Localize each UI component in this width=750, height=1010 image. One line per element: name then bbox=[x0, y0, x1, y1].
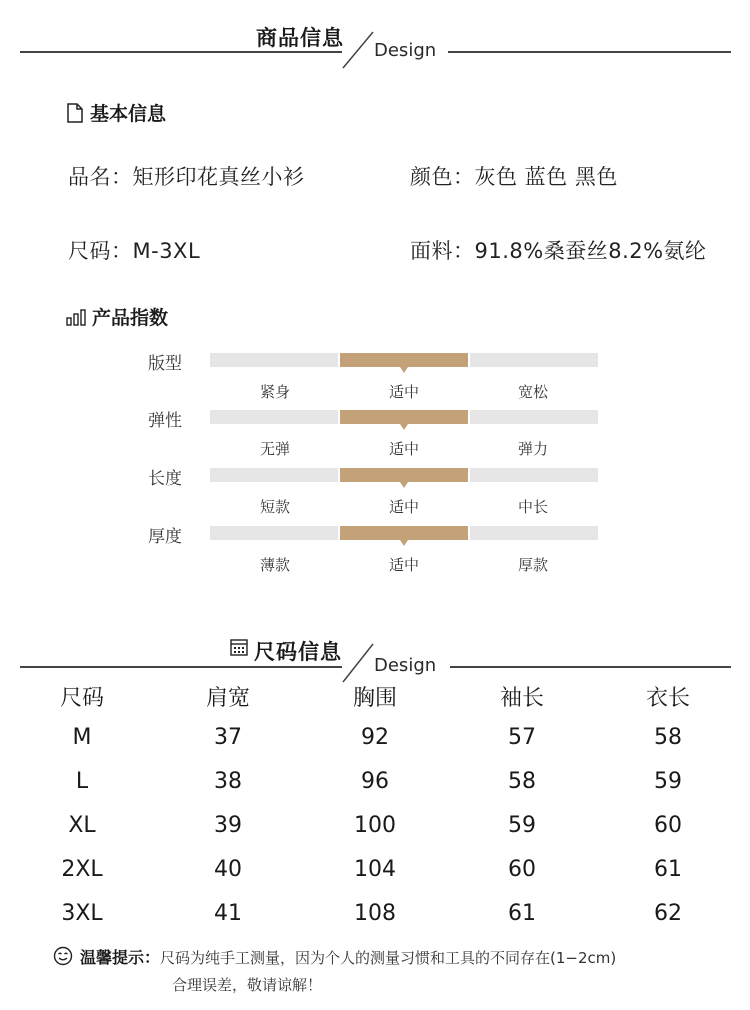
index-label: 版型 bbox=[148, 354, 182, 374]
table-cell: 104 bbox=[354, 857, 396, 882]
table-header-cell: 胸围 bbox=[352, 686, 398, 711]
table-cell: 40 bbox=[214, 857, 242, 882]
index-bar-segment bbox=[210, 526, 338, 540]
table-cell: 60 bbox=[654, 813, 682, 838]
bar-chart-icon bbox=[66, 308, 86, 326]
product-index-heading bbox=[66, 303, 168, 330]
table-cell: L bbox=[75, 769, 89, 794]
table-cell: 92 bbox=[361, 725, 389, 750]
size-rule-right bbox=[450, 666, 731, 668]
table-cell: 57 bbox=[508, 725, 536, 750]
table-cell: 60 bbox=[508, 857, 536, 882]
tip-line-1 bbox=[80, 945, 616, 968]
index-bar-segment bbox=[210, 410, 338, 424]
index-label: 长度 bbox=[148, 469, 182, 489]
index-bar-selected bbox=[340, 468, 468, 482]
header-slash bbox=[340, 30, 376, 70]
index-option: 宽松 bbox=[517, 383, 549, 401]
table-cell: M bbox=[72, 725, 92, 750]
index-bar-selected bbox=[340, 353, 468, 367]
index-option: 短款 bbox=[259, 498, 291, 516]
table-cell: 96 bbox=[361, 769, 389, 794]
index-option: 适中 bbox=[388, 383, 420, 401]
smile-icon bbox=[53, 946, 73, 966]
index-label: 厚度 bbox=[148, 527, 182, 547]
table-cell: 2XL bbox=[61, 857, 103, 882]
table-cell: 108 bbox=[354, 901, 396, 926]
section-title-size: 尺码信息 bbox=[254, 640, 342, 664]
table-cell: 3XL bbox=[61, 901, 103, 926]
index-option: 厚款 bbox=[517, 556, 549, 574]
table-cell: XL bbox=[68, 813, 96, 838]
product-index-title: 产品指数 bbox=[92, 307, 169, 329]
tip-text-1: 尺码为纯手工测量，因为个人的测量习惯和工具的不同存在(1−2cm) bbox=[160, 949, 617, 967]
table-cell: 61 bbox=[654, 857, 682, 882]
index-option: 适中 bbox=[388, 556, 420, 574]
section-title-product: 商品信息 bbox=[256, 26, 344, 50]
product-size: 尺码：M-3XL bbox=[68, 239, 201, 263]
section-design-size: Design bbox=[374, 655, 437, 676]
index-bar-segment bbox=[470, 353, 598, 367]
table-cell: 41 bbox=[214, 901, 242, 926]
index-bar-selected bbox=[340, 410, 468, 424]
table-header-cell: 肩宽 bbox=[205, 686, 251, 711]
table-header-cell: 衣长 bbox=[645, 686, 691, 711]
index-option: 薄款 bbox=[259, 556, 291, 574]
header-rule-right bbox=[448, 51, 731, 53]
index-pointer bbox=[400, 367, 408, 373]
index-option: 适中 bbox=[388, 498, 420, 516]
index-bar-segment bbox=[470, 526, 598, 540]
document-icon bbox=[66, 103, 84, 123]
calendar-icon bbox=[230, 638, 248, 656]
tip-label: 温馨提示： bbox=[80, 948, 161, 967]
index-bar-segment bbox=[470, 468, 598, 482]
table-cell: 59 bbox=[508, 813, 536, 838]
index-bar-segment bbox=[210, 468, 338, 482]
index-option: 紧身 bbox=[259, 383, 291, 401]
index-pointer bbox=[400, 482, 408, 488]
index-option: 适中 bbox=[388, 440, 420, 458]
basic-info-title: 基本信息 bbox=[90, 103, 167, 125]
table-cell: 58 bbox=[508, 769, 536, 794]
table-cell: 38 bbox=[214, 769, 242, 794]
table-cell: 59 bbox=[654, 769, 682, 794]
index-bar-segment bbox=[470, 410, 598, 424]
table-cell: 39 bbox=[214, 813, 242, 838]
table-cell: 100 bbox=[354, 813, 396, 838]
basic-info-heading bbox=[66, 99, 166, 126]
index-label: 弹性 bbox=[148, 411, 182, 431]
index-option: 无弹 bbox=[259, 440, 291, 458]
product-name: 品名：矩形印花真丝小衫 bbox=[68, 165, 305, 189]
size-rule-left bbox=[20, 666, 342, 668]
table-cell: 58 bbox=[654, 725, 682, 750]
product-fabric: 面料：91.8%桑蚕丝8.2%氨纶 bbox=[410, 239, 707, 263]
table-cell: 62 bbox=[654, 901, 682, 926]
size-header-slash bbox=[340, 642, 376, 684]
table-header-cell: 尺码 bbox=[59, 686, 105, 711]
index-option: 中长 bbox=[517, 498, 549, 516]
section-design-product: Design bbox=[374, 40, 437, 61]
product-color: 颜色：灰色 蓝色 黑色 bbox=[410, 165, 618, 189]
tip-text-2: 合理误差，敬请谅解！ bbox=[172, 976, 323, 994]
table-cell: 61 bbox=[508, 901, 536, 926]
index-pointer bbox=[400, 540, 408, 546]
index-bar-selected bbox=[340, 526, 468, 540]
index-option: 弹力 bbox=[517, 440, 549, 458]
table-header-cell: 袖长 bbox=[499, 686, 545, 711]
index-bar-segment bbox=[210, 353, 338, 367]
index-pointer bbox=[400, 424, 408, 430]
table-cell: 37 bbox=[214, 725, 242, 750]
